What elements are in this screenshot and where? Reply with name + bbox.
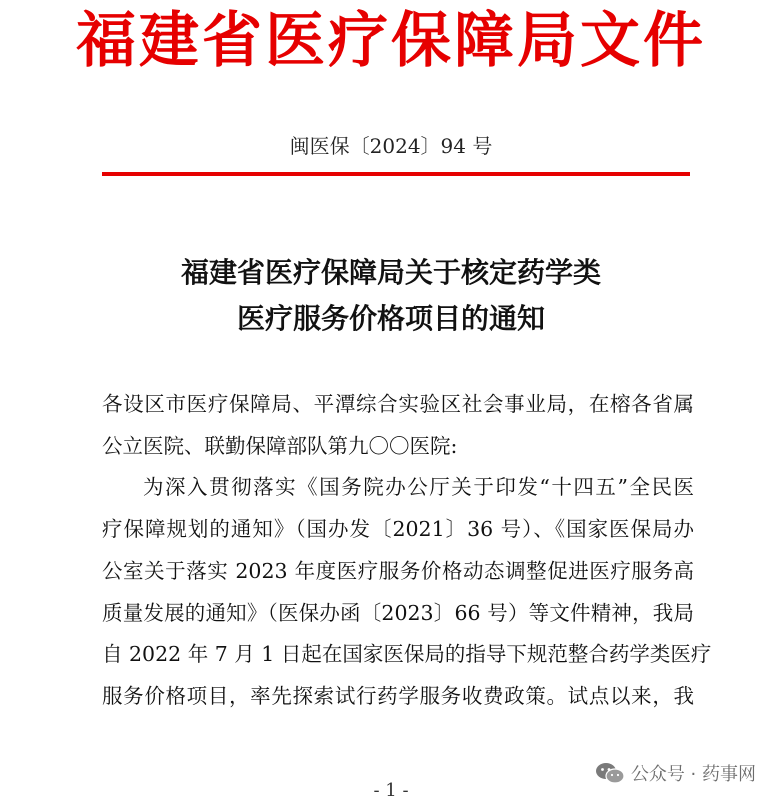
document-title-line-1: 福建省医疗保障局关于核定药学类 [180,256,601,289]
document-issuer-title: 福建省医疗保障局文件 [76,6,706,76]
red-divider-rule [102,172,690,176]
document-title-line-2: 医疗服务价格项目的通知 [236,302,545,335]
body-line: 各设区市医疗保障局、平潭综合实验区社会事业局，在榕各省属 [102,392,694,416]
watermark-text: 公众号 · 药事网 [630,764,756,785]
body-line: 质量发展的通知》（医保办函〔2023〕66 号）等文件精神，我局 [102,600,694,625]
document-body [102,384,712,718]
body-line: 服务价格项目，率先探索试行药学服务收费政策。试点以来，我 [102,683,694,708]
body-line: 公室关于落实 2023 年度医疗服务价格动态调整促进医疗服务高 [102,558,694,583]
body-line: 自 2022 年 7 月 1 日起在国家医保局的指导下规范整合药学类医疗 [102,642,712,667]
document-title [0,250,782,342]
body-line: 为深入贯彻落实《国务院办公厅关于印发“十四五”全民医 [143,475,694,500]
page-number: - 1 - [373,780,409,801]
body-line: 公立医院、联勤保障部队第九〇〇医院: [102,433,458,458]
document-number: 闽医保〔2024〕94 号 [289,134,493,158]
body-line: 疗保障规划的通知》（国办发〔2021〕36 号）、《国家医保局办 [102,517,694,542]
